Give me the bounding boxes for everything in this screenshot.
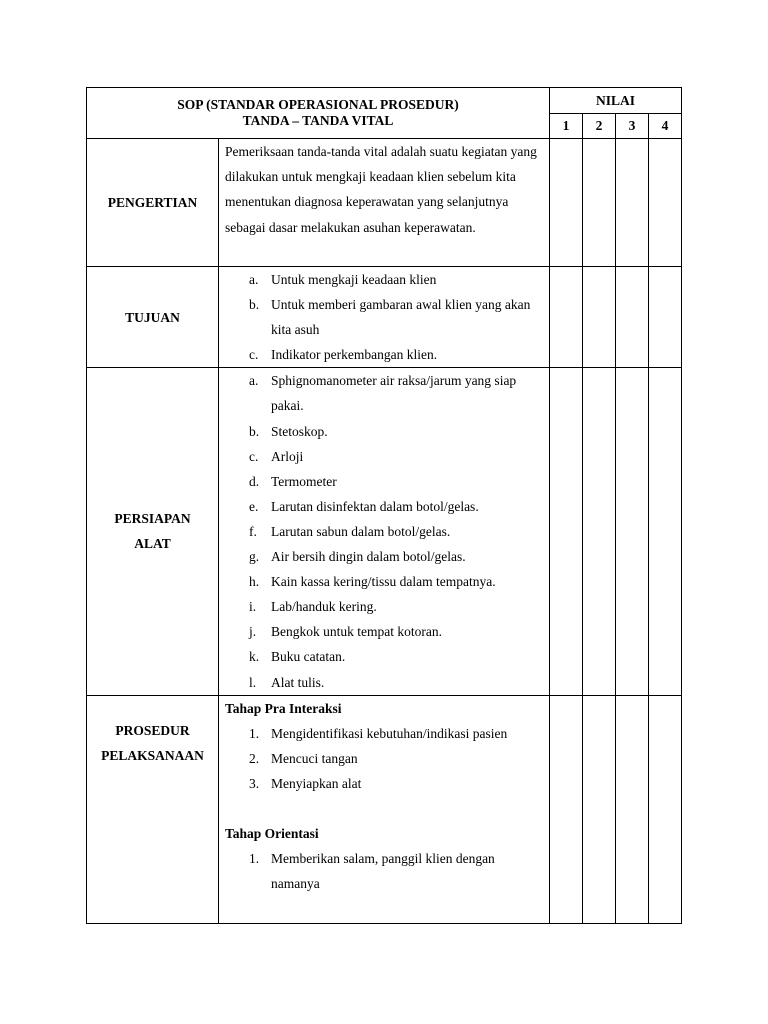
content-prosedur: [219, 695, 550, 923]
prosedur-label-line2: PELAKSANAAN: [101, 747, 204, 763]
score-col-4: 4: [649, 114, 682, 139]
score-cell[interactable]: [616, 267, 649, 368]
list-item: [225, 419, 543, 444]
score-cell[interactable]: [550, 267, 583, 368]
score-cell[interactable]: [550, 368, 583, 695]
tujuan-list: [225, 267, 543, 367]
list-text: Stetoskop.: [271, 423, 328, 439]
label-tujuan: TUJUAN: [87, 267, 219, 368]
list-item: [225, 746, 543, 771]
row-persiapan: [87, 368, 682, 695]
score-cell[interactable]: [616, 695, 649, 923]
score-cell[interactable]: [583, 368, 616, 695]
list-marker: d.: [249, 473, 260, 489]
list-text: Untuk memberi gambaran awal klien yang akan kita asuh: [271, 297, 531, 338]
pengertian-text: Pemeriksaan tanda-tanda vital adalah suatu kegiatan yang dilakukan untuk mengkaji keadaan klien sebelum kita menentukan diagnosa keperawatan yang selanjutnya sebagai dasar melakukan asuhan keperawatan.: [225, 144, 537, 235]
list-text: Sphignomanometer air raksa/jarum yang siap pakai.: [271, 373, 517, 414]
label-persiapan: [87, 368, 219, 695]
list-text: Mencuci tangan: [271, 750, 358, 766]
list-marker: b.: [249, 297, 260, 313]
list-marker: 1.: [249, 851, 260, 867]
score-col-3: 3: [616, 114, 649, 139]
list-text: Larutan disinfektan dalam botol/gelas.: [271, 498, 479, 514]
pra-interaksi-title: Tahap Pra Interaksi: [225, 700, 342, 716]
score-cell[interactable]: [550, 139, 583, 267]
prosedur-label-line1: PROSEDUR: [115, 722, 190, 738]
list-text: Termometer: [271, 473, 337, 489]
nilai-header: NILAI: [550, 88, 682, 114]
sop-title-line2: TANDA – TANDA VITAL: [242, 113, 394, 128]
list-marker: 2.: [249, 750, 260, 766]
score-col-1: 1: [550, 114, 583, 139]
list-text: Lab/handuk kering.: [271, 599, 377, 615]
list-marker: h.: [249, 574, 260, 590]
persiapan-list: [225, 368, 543, 694]
orientasi-title: Tahap Orientasi: [225, 825, 319, 841]
list-marker: i.: [249, 599, 257, 615]
list-item: [225, 444, 543, 469]
list-text: Alat tulis.: [271, 674, 325, 690]
list-item: [225, 670, 543, 695]
list-marker: f.: [249, 523, 257, 539]
list-item: [225, 469, 543, 494]
row-prosedur: [87, 695, 682, 923]
score-cell[interactable]: [649, 368, 682, 695]
list-text: Bengkok untuk tempat kotoran.: [271, 624, 442, 640]
list-item: [225, 771, 543, 796]
score-cell[interactable]: [583, 267, 616, 368]
row-tujuan: [87, 267, 682, 368]
list-item: [225, 292, 543, 342]
orientasi-list: [225, 846, 543, 896]
list-text: Untuk mengkaji keadaan klien: [271, 272, 437, 287]
list-item: [225, 267, 543, 292]
label-pengertian: PENGERTIAN: [87, 139, 219, 267]
list-marker: c.: [249, 448, 259, 464]
pra-interaksi-list: [225, 721, 543, 796]
sop-table: [86, 87, 682, 924]
list-item: [225, 569, 543, 594]
list-text: Menyiapkan alat: [271, 775, 362, 791]
header-row: [87, 88, 682, 114]
list-marker: 1.: [249, 725, 260, 741]
list-marker: e.: [249, 498, 259, 514]
score-cell[interactable]: [616, 368, 649, 695]
persiapan-label-line1: PERSIAPAN: [114, 511, 191, 527]
list-text: Indikator perkembangan klien.: [271, 347, 438, 363]
content-pengertian: [219, 139, 550, 267]
list-item: [225, 368, 543, 418]
list-item: [225, 644, 543, 669]
score-col-2: 2: [583, 114, 616, 139]
score-cell[interactable]: [550, 695, 583, 923]
list-text: Mengidentifikasi kebutuhan/indikasi pasien: [271, 725, 508, 741]
row-pengertian: [87, 139, 682, 267]
score-cell[interactable]: [649, 139, 682, 267]
list-marker: l.: [249, 674, 257, 690]
list-marker: 3.: [249, 775, 260, 791]
score-cell[interactable]: [583, 695, 616, 923]
label-prosedur: [87, 695, 219, 923]
score-cell[interactable]: [649, 267, 682, 368]
list-text: Larutan sabun dalam botol/gelas.: [271, 523, 451, 539]
list-item: [225, 721, 543, 746]
list-item: [225, 594, 543, 619]
list-marker: g.: [249, 549, 260, 565]
list-marker: a.: [249, 373, 259, 389]
list-item: [225, 544, 543, 569]
list-item: [225, 619, 543, 644]
list-text: Kain kassa kering/tissu dalam tempatnya.: [271, 574, 496, 590]
list-text: Air bersih dingin dalam botol/gelas.: [271, 549, 466, 565]
list-marker: b.: [249, 423, 260, 439]
spacer: [225, 796, 543, 821]
sop-title-line1: SOP (STANDAR OPERASIONAL PROSEDUR): [177, 97, 459, 112]
list-item: [225, 342, 543, 367]
list-marker: a.: [249, 272, 259, 287]
list-item: [225, 846, 543, 896]
list-item: [225, 494, 543, 519]
sop-title: [87, 88, 550, 139]
score-cell[interactable]: [649, 695, 682, 923]
list-text: Arloji: [271, 448, 304, 464]
list-item: [225, 519, 543, 544]
list-marker: j.: [249, 624, 257, 640]
list-marker: c.: [249, 347, 259, 363]
list-text: Buku catatan.: [271, 649, 346, 665]
list-text: Memberikan salam, panggil klien dengan namanya: [271, 851, 495, 892]
score-cell[interactable]: [616, 139, 649, 267]
content-tujuan: [219, 267, 550, 368]
score-cell[interactable]: [583, 139, 616, 267]
list-marker: k.: [249, 649, 260, 665]
content-persiapan: [219, 368, 550, 695]
persiapan-label-line2: ALAT: [134, 536, 171, 552]
